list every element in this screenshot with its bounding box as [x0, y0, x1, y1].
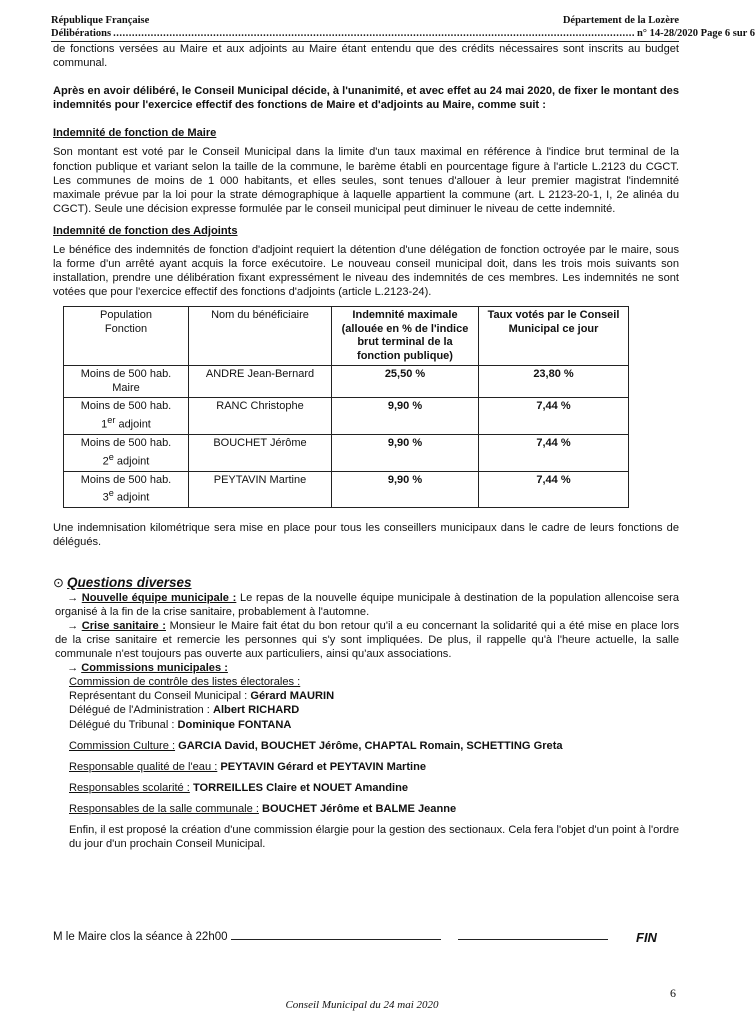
- fonction-rank: 1: [101, 418, 108, 431]
- indemnites-table: [63, 306, 629, 508]
- indemnisation-km-paragraph: Une indemnisation kilométrique sera mise en place pour tous les conseillers municipaux dans le cadre de leurs fonctions de délégués.: [53, 522, 679, 549]
- table-row: [64, 366, 629, 398]
- administration-name: Albert RICHARD: [212, 704, 300, 717]
- tribunal-line: [69, 718, 679, 732]
- culture-label: Commission Culture :: [69, 739, 176, 752]
- arrow-right-icon: →: [67, 619, 79, 632]
- header-page: Page 6 sur 6: [700, 28, 755, 39]
- table-row: [64, 398, 629, 435]
- questions-diverses-heading: [53, 576, 679, 591]
- cell-population: Moins de 500 hab.: [80, 368, 172, 381]
- cell-taux-vote: 7,44 %: [479, 471, 629, 508]
- adjoints-section-title: Indemnité de fonction des Adjoints: [53, 224, 238, 237]
- eau-line: [69, 760, 679, 774]
- cell-taux-vote: 7,44 %: [479, 398, 629, 435]
- adjoints-paragraph: Le bénéfice des indemnités de fonction d'adjoint requiert la détention d'une délégation de fonction octroyée par le maire, sous la forme d'un arrêté ayant acquis la force exécutoire. Le nouveau conseil municipal doit, dans les trois mois suivants son installation, prendre une délibération fixant expressément le niveau des indemnités de ces membres. Les indemnités ne sont votées que pour l'exercice effectif des fonctions d'adjoints (article L.2123-24).: [53, 244, 679, 299]
- table-row: [64, 471, 629, 508]
- decision-paragraph: Après en avoir délibéré, le Conseil Municipal décide, à l'unanimité, et avec effet au 24 mai 2020, de fixer le montant des indemnités pour l'exercice effectif des fonctions de Maire et d'adjoints au Maire, comme suit :: [53, 85, 679, 112]
- cell-nom: PEYTAVIN Martine: [189, 471, 332, 508]
- commissions-block: [69, 675, 679, 851]
- table-row: [64, 435, 629, 472]
- arrow-right-icon: →: [67, 591, 79, 604]
- representant-label: Représentant du Conseil Municipal :: [69, 690, 251, 703]
- administration-line: [69, 703, 679, 717]
- cell-fonction: Maire: [112, 381, 140, 394]
- closing-underline-2: [458, 939, 608, 940]
- tribunal-name: Dominique FONTANA: [177, 718, 292, 731]
- page-body: [53, 42, 679, 851]
- administration-label: Délégué de l'Administration :: [69, 704, 213, 717]
- cell-fonction: [67, 487, 185, 505]
- question-equipe-municipale: [55, 591, 679, 619]
- closing-line: [53, 931, 673, 943]
- header-departement: Département de la Lozère: [562, 15, 679, 26]
- salle-line: [69, 802, 679, 816]
- header-indemnite-max: Indemnité maximale (allouée en % de l'indice brut terminal de la fonction publique): [332, 307, 479, 366]
- cell-population: Moins de 500 hab.: [80, 437, 172, 450]
- fonction-rank-suffix: e: [108, 488, 114, 499]
- cell-population-fonction: [64, 366, 189, 398]
- listes-electorales-title: Commission de contrôle des listes électorales :: [69, 676, 301, 689]
- cell-indemnite-max: 25,50 %: [332, 366, 479, 398]
- representant-line: [69, 689, 679, 703]
- fonction-title: adjoint: [113, 455, 150, 468]
- questions-diverses-list: [55, 591, 679, 852]
- question-equipe-head: Nouvelle équipe municipale :: [81, 591, 237, 604]
- culture-names: GARCIA David, BOUCHET Jérôme, CHAPTAL Romain, SCHETTING Greta: [175, 739, 563, 752]
- cell-nom: BOUCHET Jérôme: [189, 435, 332, 472]
- salle-label: Responsables de la salle communale :: [69, 802, 259, 815]
- fonction-rank-suffix: e: [108, 451, 114, 462]
- table-header-row: [64, 307, 629, 366]
- page-number: 6: [670, 986, 676, 1000]
- question-equipe-text: Le repas de la nouvelle équipe municipale à destination de la population allencoise sera organisé à la fin de la crise sanitaire, probablement à l'automne.: [55, 591, 679, 618]
- closing-text: M le Maire clos la séance à 22h00: [53, 931, 228, 943]
- question-crise-head: Crise sanitaire :: [81, 619, 166, 632]
- intro-paragraph: de fonctions versées au Maire et aux adjoints au Maire étant entendu que des crédits nécessaires sont inscrits au budget communal.: [53, 43, 679, 70]
- scolarite-label: Responsables scolarité :: [69, 781, 190, 794]
- cell-nom: RANC Christophe: [189, 398, 332, 435]
- cell-population-fonction: [64, 398, 189, 435]
- circle-bullet-icon: ⊙: [53, 574, 64, 590]
- maire-paragraph: Son montant est voté par le Conseil Municipal dans la limite d'un taux maximal en référence à l'indice brut terminal de la fonction publique et variant selon la taille de la commune, le barème établi en pourcentage figure à l'article L.2123 du CGCT. Les communes de moins de 1 000 habitants, et elles seules, sont tenues d'allouer à leur premier magistrat l'indemnité maximale prévue par la loi pour la strate démographique à laquelle appartient la commune (art. L 2123-20-1, I, 2e alinéa du CGCT). Seule une décision expresse formulée par le conseil municipal peut diminuer le niveau de cette indemnité.: [53, 146, 679, 215]
- page-footer: Conseil Municipal du 24 mai 2020: [285, 999, 439, 1011]
- question-crise-text: Monsieur le Maire fait état du bon retour qu'il a eu concernant la solidarité qui a été mise en place lors de la crise sanitaire et remercie les personnes qui s'y sont impliquées. De plus, il rappelle qu'à l'heure actuelle, la salle communale n'est toujours pas ouverte aux particuliers, ainsi qu'aux associations.: [55, 619, 680, 661]
- cell-indemnite-max: 9,90 %: [332, 435, 479, 472]
- question-commissions-head: Commissions municipales :: [81, 662, 228, 675]
- scolarite-line: [69, 781, 679, 795]
- page-header: [51, 14, 755, 42]
- eau-label: Responsable qualité de l'eau :: [69, 760, 218, 773]
- fonction-rank: 2: [102, 455, 109, 468]
- header-reference: n° 14-28/2020: [636, 28, 699, 39]
- arrow-right-icon: →: [67, 662, 79, 675]
- culture-line: [69, 739, 679, 753]
- cell-nom: ANDRE Jean-Bernard: [189, 366, 332, 398]
- header-taux-votes: Taux votés par le Conseil Municipal ce jour: [479, 307, 629, 366]
- cell-fonction: [67, 451, 185, 469]
- cell-population-fonction: [64, 471, 189, 508]
- fin-label: FIN: [636, 930, 657, 945]
- enfin-paragraph: Enfin, il est proposé la création d'une commission élargie pour la gestion des sectionaux. Cela fera l'objet d'un point à l'ordre du jour d'un prochain Conseil Municipal.: [69, 823, 679, 851]
- header-republique: République Française: [51, 15, 150, 26]
- closing-underline-1: [231, 939, 441, 940]
- header-fonction: Fonction: [104, 322, 148, 335]
- tribunal-label: Délégué du Tribunal :: [69, 718, 178, 731]
- fonction-rank: 3: [102, 491, 109, 504]
- cell-taux-vote: 23,80 %: [479, 366, 629, 398]
- question-crise-sanitaire: [55, 619, 679, 661]
- header-deliberations: Délibérations: [51, 28, 112, 39]
- salle-names: BOUCHET Jérôme et BALME Jeanne: [258, 802, 457, 815]
- eau-names: PEYTAVIN Gérard et PEYTAVIN Martine: [217, 760, 427, 773]
- fonction-title: adjoint: [113, 491, 150, 504]
- cell-taux-vote: 7,44 %: [479, 435, 629, 472]
- header-population-fonction: [64, 307, 189, 366]
- representant-name: Gérard MAURIN: [250, 690, 335, 703]
- header-dots: .......................................................................................................................................................................: [113, 28, 635, 39]
- maire-section-title: Indemnité de fonction de Maire: [53, 127, 217, 140]
- question-commissions: [55, 661, 679, 675]
- cell-fonction: [67, 414, 185, 432]
- scolarite-names: TORREILLES Claire et NOUET Amandine: [189, 781, 409, 794]
- cell-population-fonction: [64, 435, 189, 472]
- fonction-rank-suffix: er: [107, 414, 116, 425]
- header-population: Population: [100, 309, 152, 322]
- header-nom: Nom du bénéficiaire: [189, 307, 332, 366]
- cell-indemnite-max: 9,90 %: [332, 471, 479, 508]
- cell-population: Moins de 500 hab.: [80, 473, 172, 486]
- questions-diverses-title: Questions diverses: [67, 574, 192, 590]
- cell-population: Moins de 500 hab.: [80, 400, 172, 413]
- fonction-title: adjoint: [115, 418, 151, 431]
- cell-indemnite-max: 9,90 %: [332, 398, 479, 435]
